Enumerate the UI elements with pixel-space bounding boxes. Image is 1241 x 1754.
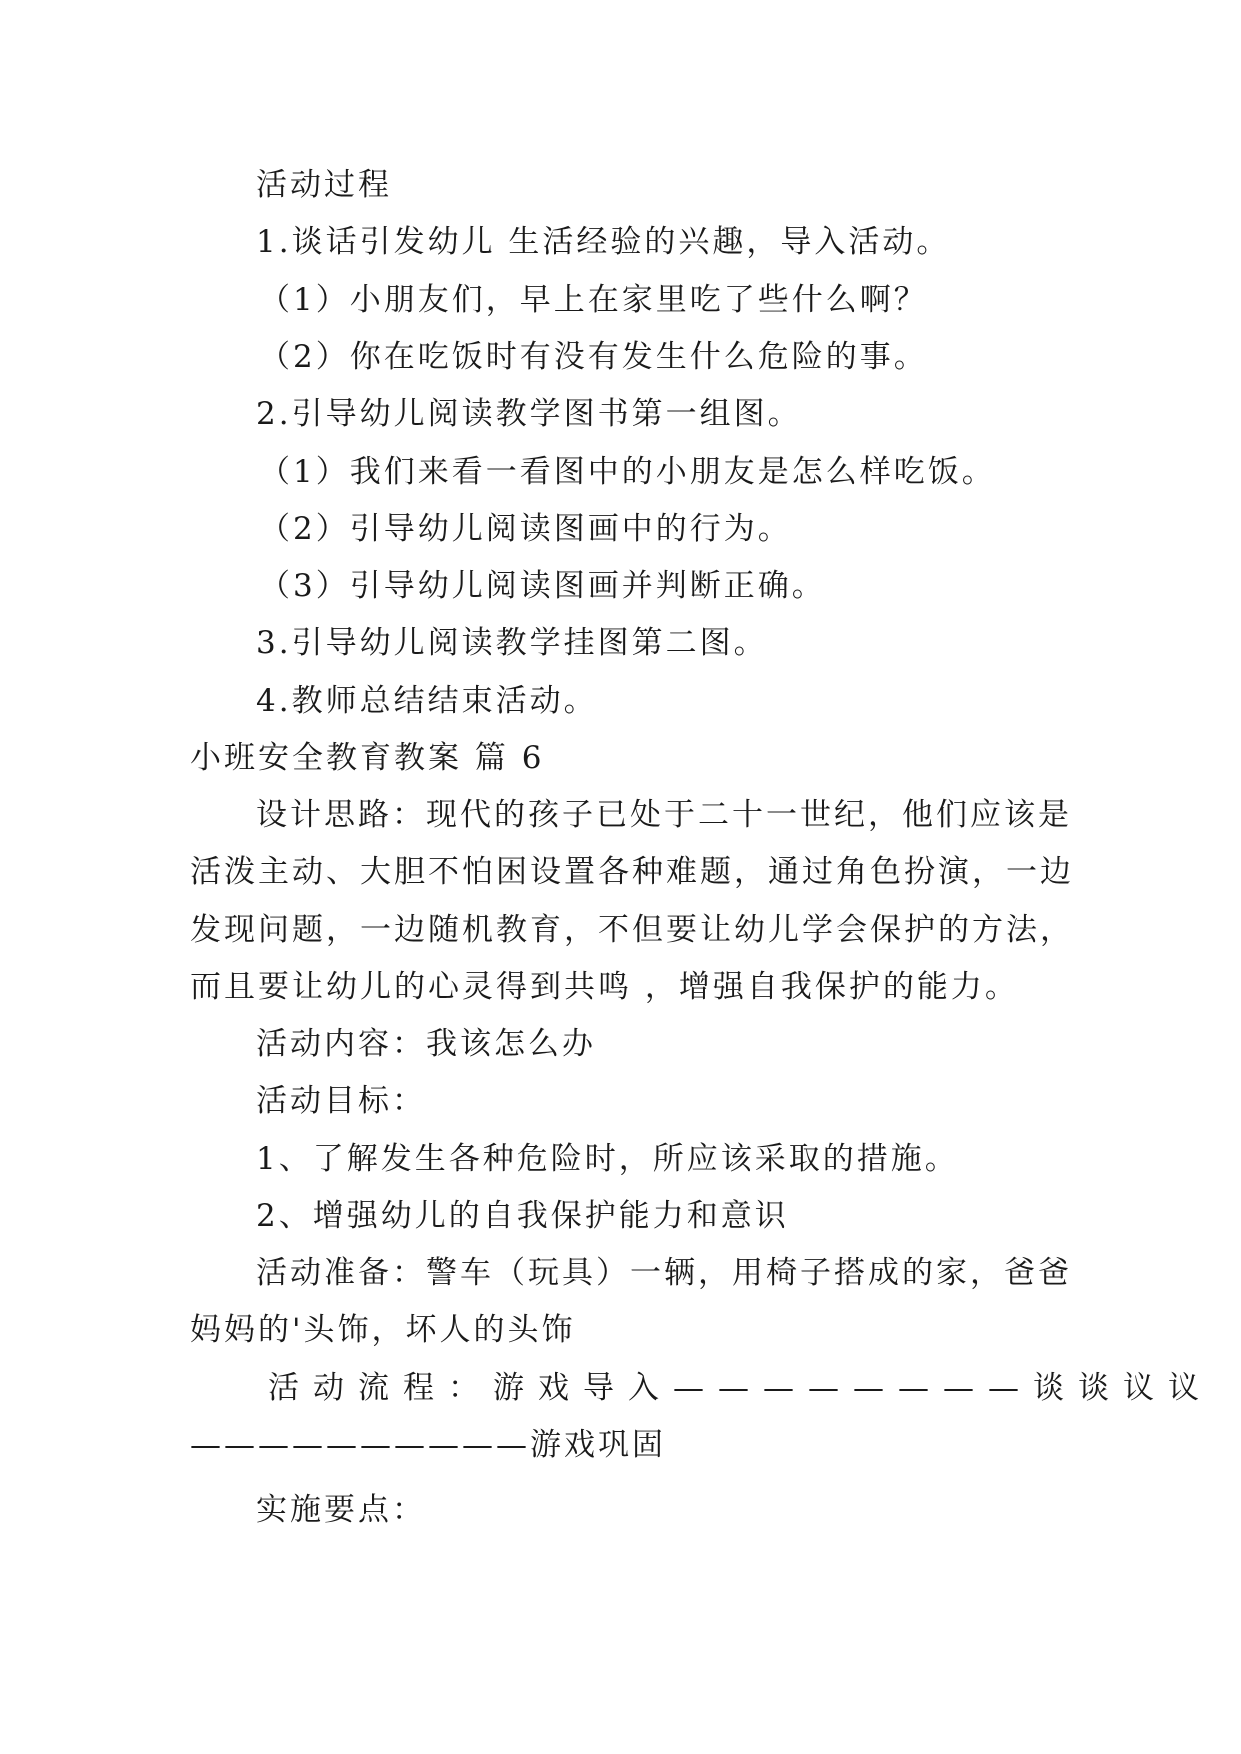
design-rationale-line-4: 而且要让幼儿的心灵得到共鸣 ，增强自我保护的能力。 <box>190 969 1019 1005</box>
design-rationale-line-1: 设计思路：现代的孩子已处于二十一世纪，他们应该是 <box>256 797 1072 833</box>
implementation-points-heading: 实施要点： <box>256 1492 426 1528</box>
goal-2: 2、增强幼儿的自我保护能力和意识 <box>256 1198 789 1234</box>
step-4: 4.教师总结结束活动。 <box>256 683 598 719</box>
activity-goals-heading: 活动目标： <box>256 1083 426 1119</box>
step-1-item-2: （2）你在吃饭时有没有发生什么危险的事。 <box>259 339 928 375</box>
design-rationale-line-3: 发现问题，一边随机教育，不但要让幼儿学会保护的方法， <box>190 912 1074 948</box>
step-2: 2.引导幼儿阅读教学图书第一组图。 <box>256 396 802 432</box>
activity-preparation-line-2: 妈妈的'头饰，坏人的头饰 <box>190 1312 576 1348</box>
activity-preparation-line-1: 活动准备：警车（玩具）一辆，用椅子搭成的家，爸爸 <box>256 1255 1072 1291</box>
activity-flow-line-1: 活动流程：游戏导入————————谈谈议议 <box>268 1370 1213 1406</box>
goal-1: 1、了解发生各种危险时，所应该采取的措施。 <box>256 1141 959 1177</box>
activity-flow-line-2: ——————————游戏巩固 <box>190 1427 666 1463</box>
step-2-item-2: （2）引导幼儿阅读图画中的行为。 <box>259 511 792 547</box>
activity-content: 活动内容：我该怎么办 <box>256 1026 596 1062</box>
step-3: 3.引导幼儿阅读教学挂图第二图。 <box>256 625 768 661</box>
step-1-item-1: （1）小朋友们，早上在家里吃了些什么啊？ <box>259 282 928 318</box>
design-rationale-line-2: 活泼主动、大胆不怕困设置各种难题，通过角色扮演，一边 <box>190 854 1074 890</box>
step-1: 1.谈话引发幼儿 生活经验的兴趣，导入活动。 <box>256 224 951 260</box>
section-heading-activity-process: 活动过程 <box>256 167 392 203</box>
lesson-title: 小班安全教育教案 篇 6 <box>190 740 545 776</box>
step-2-item-3: （3）引导幼儿阅读图画并判断正确。 <box>259 568 826 604</box>
step-2-item-1: （1）我们来看一看图中的小朋友是怎么样吃饭。 <box>259 454 996 490</box>
